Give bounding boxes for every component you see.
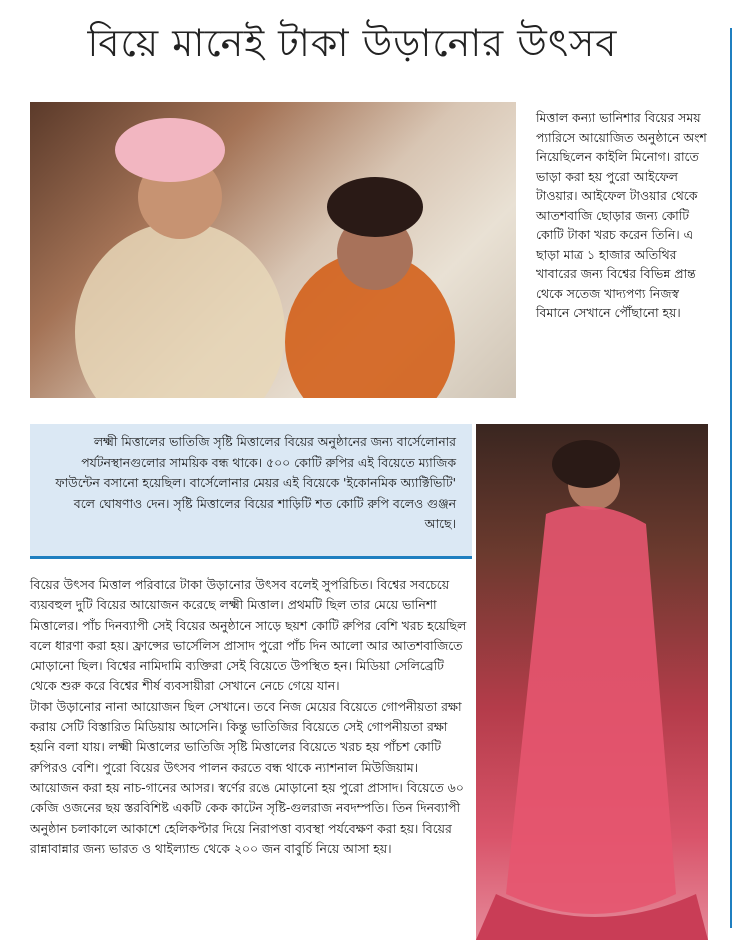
wedding-couple-photo xyxy=(30,102,516,398)
column-rule xyxy=(730,28,732,928)
main-article-body xyxy=(30,575,470,859)
highlight-box-text: লক্ষ্মী মিত্তালের ভাতিজি সৃষ্টি মিত্তালের বিয়ের অনুষ্ঠানের জন্য বার্সেলোনার পর্যটনস্থানগুলোর সাময়িক বন্ধ থাকে। ৫০০ কোটি রুপির এই বিয়েতে ম্যাজিক ফাউন্টেন বসানো হয়েছিল। বার্সেলোনার মেয়র এই বিয়েকে 'ইকোনমিক অ্যাক্টিভিটি' বলে ঘোষণাও দেন। সৃষ্টি মিত্তালের বিয়ের শাড়িটি শত কোটি রুপি বলেও গুঞ্জন আছে। xyxy=(55,434,456,531)
bride-photo xyxy=(476,424,708,940)
headline: বিয়ে মানেই টাকা উড়ানোর উৎসব xyxy=(87,21,618,65)
side-caption: মিত্তাল কন্যা ভানিশার বিয়ের সময় প্যারিসে আয়োজিত অনুষ্ঠানে অংশ নিয়েছিলেন কাইলি মিনোগ। রাতে ভাড়া করা হয় পুরো আইফেল টাওয়ার। আইফেল টাওয়ার থেকে আতশবাজি ছোড়ার জন্য কোটি কোটি টাকা খরচ করেন তিনি। এ ছাড়া মাত্র ১ হাজার অতিথির খাবারের জন্য বিশ্বের বিভিন্ন প্রান্ত থেকে সতেজ খাদ্যপণ্য নিজস্ব বিমানে সেখানে পৌঁছানো হয়। xyxy=(536,110,707,320)
body-paragraph-1: বিয়ের উৎসব মিত্তাল পরিবারে টাকা উড়ানোর উৎসব বলেই সুপরিচিত। বিশ্বের সবচেয়ে ব্যয়বহুল দুটি বিয়ের আয়োজন করেছে লক্ষ্মী মিত্তাল। প্রথমটি ছিল তার মেয়ে ভানিশা মিত্তালের। পাঁচ দিনব্যাপী সেই বিয়ের অনুষ্ঠানে সাড়ে ছয়শ কোটি রুপির বেশি খরচ হয়েছিল বলে ধারণা করা হয়। ফ্রান্সের ভার্সেলিস প্রাসাদ পুরো পাঁচ দিন আলো আর আতশবাজিতে মোড়ানো ছিল। বিশ্বের নামিদামি ব্যক্তিরা সেই বিয়েতে উপস্থিত হন। মিডিয়া সেলিব্রেটি থেকে শুরু করে বিশ্বের শীর্ষ ব্যবসায়ীরা সেখানে নেচে গেয়ে যান। xyxy=(30,577,467,694)
body-paragraph-2: টাকা উড়ানোর নানা আয়োজন ছিল সেখানে। তবে নিজ মেয়ের বিয়েতে গোপনীয়তা রক্ষা করায় সেটি বিস্তারিত মিডিয়ায় আসেনি। কিন্তু ভাতিজির বিয়েতে সেই গোপনীয়তা রক্ষা হয়নি বলা যায়। লক্ষ্মী মিত্তালের ভাতিজি সৃষ্টি মিত্তালের বিয়েতে খরচ হয় পাঁচশ কোটি রুপিরও বেশি। পুরো বিয়ের উৎসব পালন করতে বন্ধ থাকে ন্যাশনাল মিউজিয়াম। আয়োজন করা হয় নাচ-গানের আসর। স্বর্ণের রঙে মোড়ানো হয় পুরো প্রাসাদ। বিয়েতে ৬০ কেজি ওজনের ছয় স্তরবিশিষ্ট একটি কেক কাটেন সৃষ্টি-গুলরাজ নবদম্পতি। তিন দিনব্যাপী অনুষ্ঠান চলাকালে আকাশে হেলিকপ্টার দিয়ে নিরাপত্তা ব্যবস্থা পর্যবেক্ষণ করা হয়। বিয়ের রান্নাবান্নার জন্য ভারত ও থাইল্যান্ড থেকে ২০০ জন বাবুর্চি নিয়ে আসা হয়। xyxy=(30,698,464,856)
